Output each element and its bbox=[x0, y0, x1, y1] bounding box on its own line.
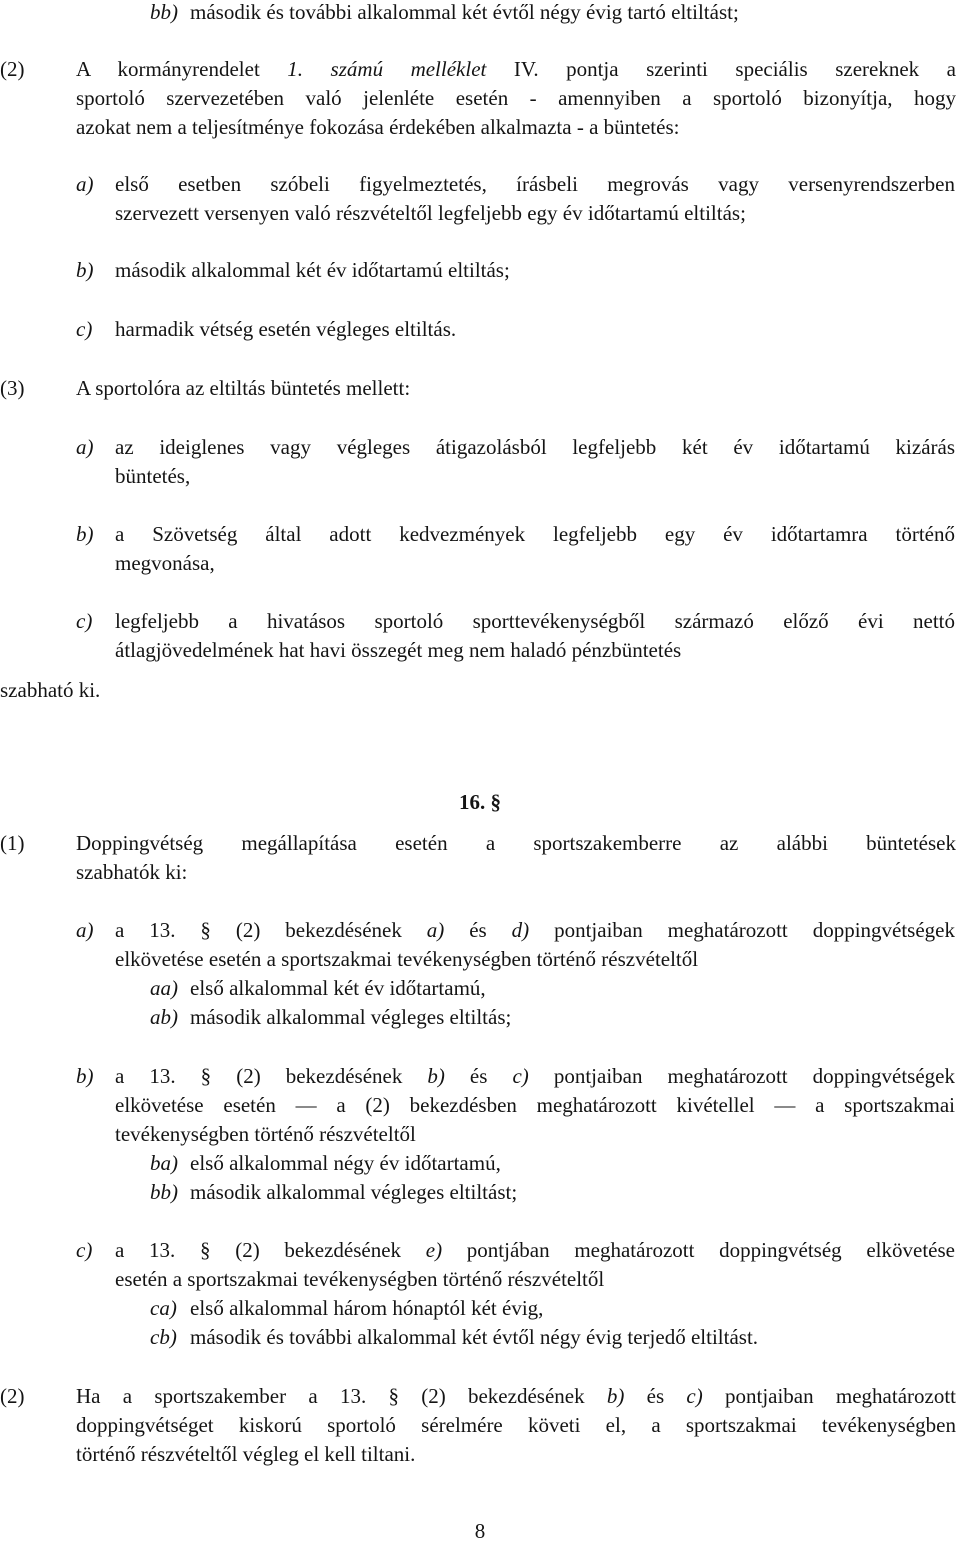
item-label: c) bbox=[76, 1238, 93, 1262]
subitem-label: cb) bbox=[150, 1325, 177, 1349]
item-text: szervezett versenyen való részvételtől legfeljebb egy év időtartamú eltiltás; bbox=[115, 201, 746, 225]
paragraph-line: sportoló szervezetében való jelenléte esetén - amennyiben a sportoló bizonyítja, hogy bbox=[76, 86, 956, 110]
item-label: a) bbox=[76, 172, 94, 196]
paragraph-line: szabhatók ki: bbox=[76, 860, 188, 884]
paragraph-line: doppingvétséget kiskorú sportoló sérelmére követi el, a sportszakmai tevékenységben bbox=[76, 1413, 956, 1437]
paragraph-number: (3) bbox=[0, 376, 25, 400]
paragraph-line: azokat nem a teljesítménye fokozása érdekében alkalmazta - a büntetés: bbox=[76, 115, 680, 139]
item-text: harmadik vétség esetén végleges eltiltás. bbox=[115, 317, 457, 341]
subitem-label: bb) bbox=[150, 1180, 178, 1204]
item-text: elkövetése esetén — a (2) bekezdésben meghatározott kivétellel — a sportszakmai bbox=[115, 1093, 955, 1117]
paragraph-line: Ha a sportszakember a 13. § (2) bekezdésének b) és c) pontjaiban meghatározott bbox=[76, 1384, 957, 1408]
subitem-label: ab) bbox=[150, 1005, 178, 1029]
paragraph-number: (2) bbox=[0, 1384, 25, 1408]
item-label: c) bbox=[76, 317, 93, 341]
item-text: második alkalommal két év időtartamú eltiltás; bbox=[115, 258, 510, 282]
subitem-text: első alkalommal két év időtartamú, bbox=[190, 976, 486, 1000]
item-text: a 13. § (2) bekezdésének a) és d) pontjaiban meghatározott doppingvétségek bbox=[115, 918, 955, 942]
item-label: a) bbox=[76, 918, 94, 942]
subitem-label: ca) bbox=[150, 1296, 177, 1320]
item-text: megvonása, bbox=[115, 551, 215, 575]
section-heading: 16. § bbox=[459, 790, 501, 814]
item-text: átlagjövedelmének hat havi összegét meg nem haladó pénzbüntetés bbox=[115, 638, 682, 662]
item-text: tevékenységben történő részvételtől bbox=[115, 1122, 416, 1146]
item-text: első esetben szóbeli figyelmeztetés, írásbeli megrovás vagy versenyrendszerben bbox=[115, 172, 955, 196]
item-label: b) bbox=[76, 258, 94, 282]
paragraph-line: A sportolóra az eltiltás büntetés mellett: bbox=[76, 376, 411, 400]
subitem-label: ba) bbox=[150, 1151, 178, 1175]
item-text: második és további alkalommal két évtől négy évig tartó eltiltást; bbox=[190, 0, 739, 24]
paragraph-line: Doppingvétség megállapítása esetén a sportszakemberre az alábbi büntetések bbox=[76, 831, 956, 855]
item-label: b) bbox=[76, 522, 94, 546]
subitem-text: második és további alkalommal két évtől négy évig terjedő eltiltást. bbox=[190, 1325, 759, 1349]
item-text: a 13. § (2) bekezdésének b) és c) pontjaiban meghatározott doppingvétségek bbox=[115, 1064, 955, 1088]
paragraph-line: A kormányrendelet 1. számú melléklet IV. pontja szerinti speciális szereknek a bbox=[76, 57, 956, 81]
subitem-text: első alkalommal négy év időtartamú, bbox=[190, 1151, 501, 1175]
paragraph-number: (2) bbox=[0, 57, 25, 81]
item-text: esetén a sportszakmai tevékenységben történő részvételtől bbox=[115, 1267, 605, 1291]
item-text: a 13. § (2) bekezdésének e) pontjában meghatározott doppingvétség elkövetése bbox=[115, 1238, 955, 1262]
item-text: büntetés, bbox=[115, 464, 191, 488]
item-label: a) bbox=[76, 435, 94, 459]
page-number: 8 bbox=[474, 1519, 486, 1543]
paragraph-closing: szabható ki. bbox=[0, 678, 101, 702]
paragraph-line: történő részvételtől végleg el kell tiltani. bbox=[76, 1442, 416, 1466]
subitem-text: második alkalommal végleges eltiltást; bbox=[190, 1180, 518, 1204]
subitem-text: második alkalommal végleges eltiltás; bbox=[190, 1005, 512, 1029]
subitem-text: első alkalommal három hónaptól két évig, bbox=[190, 1296, 544, 1320]
paragraph-number: (1) bbox=[0, 831, 25, 855]
item-label: b) bbox=[76, 1064, 94, 1088]
item-text: az ideiglenes vagy végleges átigazolásból legfeljebb két év időtartamú kizárás bbox=[115, 435, 955, 459]
subitem-label: aa) bbox=[150, 976, 178, 1000]
item-text: legfeljebb a hivatásos sportoló sporttevékenységből származó előző évi nettó bbox=[115, 609, 955, 633]
item-label: c) bbox=[76, 609, 93, 633]
item-text: elkövetése esetén a sportszakmai tevékenységben történő részvételtől bbox=[115, 947, 699, 971]
item-text: a Szövetség által adott kedvezmények legfeljebb egy év időtartamra történő bbox=[115, 522, 955, 546]
item-label: bb) bbox=[150, 0, 178, 24]
